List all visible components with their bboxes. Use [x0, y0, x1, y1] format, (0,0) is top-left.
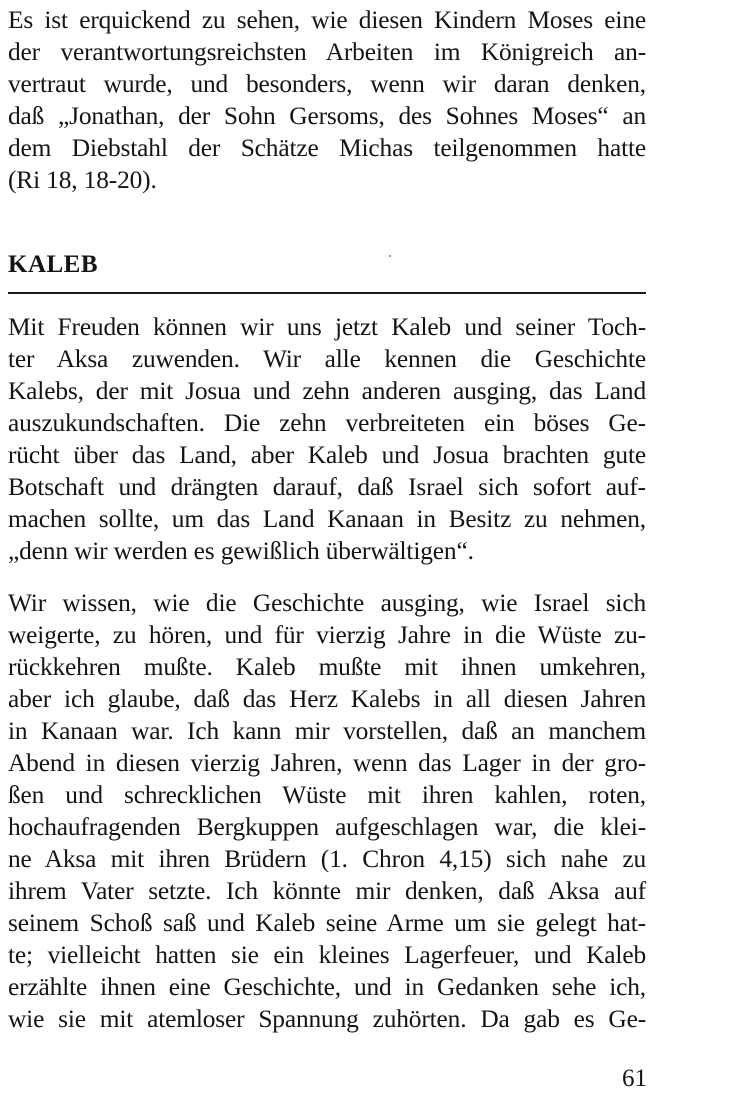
text-line: vertraut wurde, und besonders, wenn wir daran denken, [8, 70, 646, 98]
text-line: erzählte ihnen eine Geschichte, und in Gedanken sehe ich, [8, 973, 646, 1001]
text-line: hochaufragenden Bergkuppen aufgeschlagen war, die klei- [8, 813, 646, 841]
text-line: wie sie mit atemloser Spannung zuhörten. Da gab es Ge- [8, 1005, 646, 1033]
text-line: rücht über das Land, aber Kaleb und Josua brachten gute [8, 441, 646, 469]
text-line: aber ich glaube, daß das Herz Kalebs in all diesen Jahren [8, 685, 646, 713]
text-line: weigerte, zu hören, und für vierzig Jahre in die Wüste zu- [8, 621, 646, 649]
text-line: Wir wissen, wie die Geschichte ausging, wie Israel sich [8, 589, 646, 617]
print-speck [389, 255, 391, 257]
section-heading: KALEB [8, 251, 99, 278]
text-line: in Kanaan war. Ich kann mir vorstellen, daß an manchem [8, 717, 646, 745]
text-line: Mit Freuden können wir uns jetzt Kaleb und seiner Toch- [8, 313, 646, 341]
text-line: daß „Jonathan, der Sohn Gersoms, des Sohnes Moses“ an [8, 102, 646, 130]
text-line: Abend in diesen vierzig Jahren, wenn das Lager in der gro- [8, 749, 646, 777]
text-line: Es ist erquickend zu sehen, wie diesen Kindern Moses eine [8, 6, 646, 34]
text-line: dem Diebstahl der Schätze Michas teilgenommen hatte [8, 134, 646, 162]
text-line: ßen und schrecklichen Wüste mit ihren kahlen, roten, [8, 781, 646, 809]
text-line: Botschaft und drängten darauf, daß Israel sich sofort auf- [8, 473, 646, 501]
text-line: auszukundschaften. Die zehn verbreiteten ein böses Ge- [8, 409, 646, 437]
text-line: ihrem Vater setzte. Ich könnte mir denken, daß Aksa auf [8, 877, 646, 905]
text-line: der verantwortungsreichsten Arbeiten im Königreich an- [8, 38, 646, 66]
heading-divider [8, 292, 646, 294]
text-line: Kalebs, der mit Josua und zehn anderen ausging, das Land [8, 377, 646, 405]
text-line: „denn wir werden es gewißlich überwältigen“. [8, 537, 474, 565]
page-number: 61 [622, 1065, 647, 1092]
text-line: seinem Schoß saß und Kaleb seine Arme um sie gelegt hat- [8, 909, 646, 937]
text-line: ne Aksa mit ihren Brüdern (1. Chron 4,15) sich nahe zu [8, 845, 646, 873]
text-line: rückkehren mußte. Kaleb mußte mit ihnen umkehren, [8, 653, 646, 681]
text-line: te; vielleicht hatten sie ein kleines Lagerfeuer, und Kaleb [8, 941, 646, 969]
text-line: machen sollte, um das Land Kanaan in Besitz zu nehmen, [8, 505, 646, 533]
text-line: ter Aksa zuwenden. Wir alle kennen die Geschichte [8, 345, 646, 373]
text-line: (Ri 18, 18-20). [8, 166, 157, 194]
